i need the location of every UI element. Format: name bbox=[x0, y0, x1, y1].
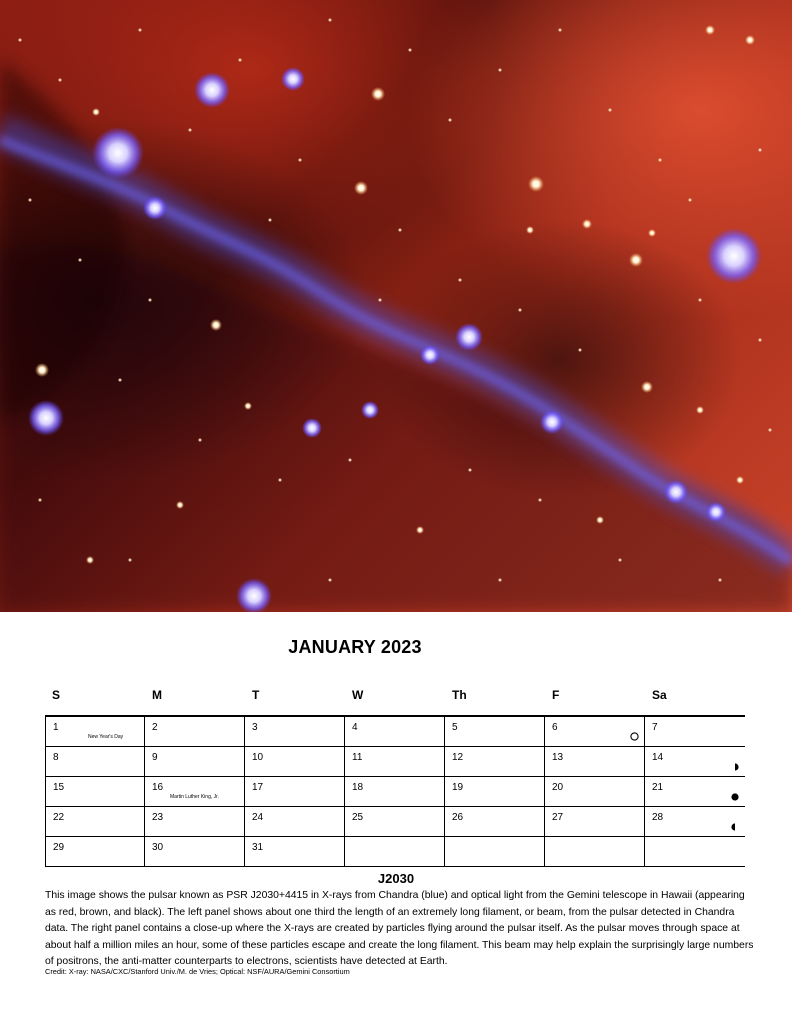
day-number: 31 bbox=[252, 842, 264, 853]
calendar-day-cell bbox=[45, 837, 145, 866]
calendar-day-cell bbox=[145, 717, 245, 746]
day-number: 6 bbox=[552, 722, 558, 733]
day-number: 30 bbox=[152, 842, 164, 853]
day-number: 21 bbox=[652, 782, 664, 793]
calendar-week-row bbox=[45, 837, 745, 866]
day-number: 12 bbox=[452, 752, 464, 763]
days-of-week-header bbox=[45, 685, 745, 707]
calendar-weeks bbox=[45, 715, 745, 867]
calendar-day-cell bbox=[545, 717, 645, 746]
calendar-day-cell bbox=[345, 717, 445, 746]
day-number: 1 bbox=[53, 722, 59, 733]
day-number: 8 bbox=[53, 752, 59, 763]
day-number: 22 bbox=[53, 812, 65, 823]
calendar-grid bbox=[45, 685, 745, 867]
day-number: 2 bbox=[152, 722, 158, 733]
calendar-day-cell bbox=[645, 807, 745, 836]
calendar-day-cell bbox=[545, 747, 645, 776]
last-quarter-moon-icon bbox=[731, 758, 739, 766]
dow-label: S bbox=[52, 688, 61, 702]
calendar-day-cell bbox=[545, 807, 645, 836]
calendar-day-cell bbox=[445, 717, 545, 746]
calendar-week-row bbox=[45, 807, 745, 837]
day-number: 3 bbox=[252, 722, 258, 733]
day-number: 13 bbox=[552, 752, 564, 763]
dow-label: M bbox=[152, 688, 162, 702]
day-number: 27 bbox=[552, 812, 564, 823]
caption-body: This image shows the pulsar known as PSR J2030+4415 in X-rays from Chandra (blue) and optical light from the Gemini telescope in Hawaii (appearing as red, brown, and black). The left panel shows about one third the length of an extremely long filament, or beam, from the pulsar detected in Chandra data. The right panel contains a close-up where the X-rays are created by particles flying around the pulsar itself. As the pulsar moves through space at about half a million miles an hour, some of these particles escape and create the long filament. This beam may help explain the surprisingly large numbers of positrons, the anti-matter counterparts to electrons, scientists have detected at Earth. bbox=[45, 890, 754, 967]
calendar-day-cell bbox=[645, 777, 745, 806]
day-number: 26 bbox=[452, 812, 464, 823]
calendar-day-cell bbox=[45, 717, 145, 746]
calendar-day-cell bbox=[145, 837, 245, 866]
calendar-day-cell bbox=[445, 747, 545, 776]
calendar-week-row bbox=[45, 717, 745, 747]
first-quarter-moon-icon bbox=[731, 818, 739, 826]
calendar-week-row bbox=[45, 747, 745, 777]
calendar-day-cell bbox=[545, 837, 645, 866]
calendar-day-cell bbox=[245, 777, 345, 806]
day-number: 29 bbox=[53, 842, 65, 853]
calendar-day-cell bbox=[145, 777, 245, 806]
calendar-day-cell bbox=[245, 807, 345, 836]
day-number: 14 bbox=[652, 752, 664, 763]
day-number: 24 bbox=[252, 812, 264, 823]
calendar-day-cell bbox=[645, 747, 745, 776]
calendar-day-cell bbox=[345, 777, 445, 806]
calendar-day-cell bbox=[345, 837, 445, 866]
calendar-day-cell bbox=[145, 807, 245, 836]
holiday-label: New Year's Day bbox=[88, 734, 124, 740]
day-number: 23 bbox=[152, 812, 164, 823]
calendar-title: JANUARY 2023 bbox=[288, 637, 422, 657]
dow-label: Th bbox=[452, 688, 467, 702]
calendar-day-cell bbox=[645, 717, 745, 746]
new-moon-icon bbox=[731, 788, 739, 796]
calendar-day-cell bbox=[45, 747, 145, 776]
day-number: 18 bbox=[352, 782, 364, 793]
calendar-day-cell bbox=[445, 807, 545, 836]
holiday-label: Martin Luther King, Jr. bbox=[170, 794, 219, 800]
calendar-day-cell bbox=[245, 717, 345, 746]
dow-label: W bbox=[352, 688, 364, 702]
calendar-day-cell bbox=[145, 747, 245, 776]
credit-line: Credit: X-ray: NASA/CXC/Stanford Univ./M. de Vries; Optical: NSF/AURA/Gemini Consortium bbox=[45, 967, 350, 976]
day-number: 19 bbox=[452, 782, 464, 793]
day-number: 10 bbox=[252, 752, 264, 763]
day-number: 16 bbox=[152, 782, 164, 793]
day-number: 17 bbox=[252, 782, 264, 793]
calendar-day-cell bbox=[645, 837, 745, 866]
caption-title: J2030 bbox=[377, 871, 415, 886]
full-moon-icon bbox=[630, 728, 638, 736]
day-number: 4 bbox=[352, 722, 358, 733]
calendar-week-row bbox=[45, 777, 745, 807]
day-number: 7 bbox=[652, 722, 658, 733]
calendar-day-cell bbox=[245, 747, 345, 776]
calendar-day-cell bbox=[45, 807, 145, 836]
day-number: 9 bbox=[152, 752, 158, 763]
calendar-day-cell bbox=[245, 837, 345, 866]
dow-label: F bbox=[552, 688, 560, 702]
day-number: 20 bbox=[552, 782, 564, 793]
day-number: 15 bbox=[53, 782, 65, 793]
dow-label: Sa bbox=[652, 688, 667, 702]
day-number: 5 bbox=[452, 722, 458, 733]
day-number: 25 bbox=[352, 812, 364, 823]
calendar-day-cell bbox=[545, 777, 645, 806]
calendar-day-cell bbox=[345, 747, 445, 776]
calendar-day-cell bbox=[45, 777, 145, 806]
calendar-day-cell bbox=[345, 807, 445, 836]
calendar-day-cell bbox=[445, 777, 545, 806]
day-number: 11 bbox=[352, 752, 363, 763]
day-number: 28 bbox=[652, 812, 664, 823]
dow-label: T bbox=[252, 688, 260, 702]
calendar-day-cell bbox=[445, 837, 545, 866]
